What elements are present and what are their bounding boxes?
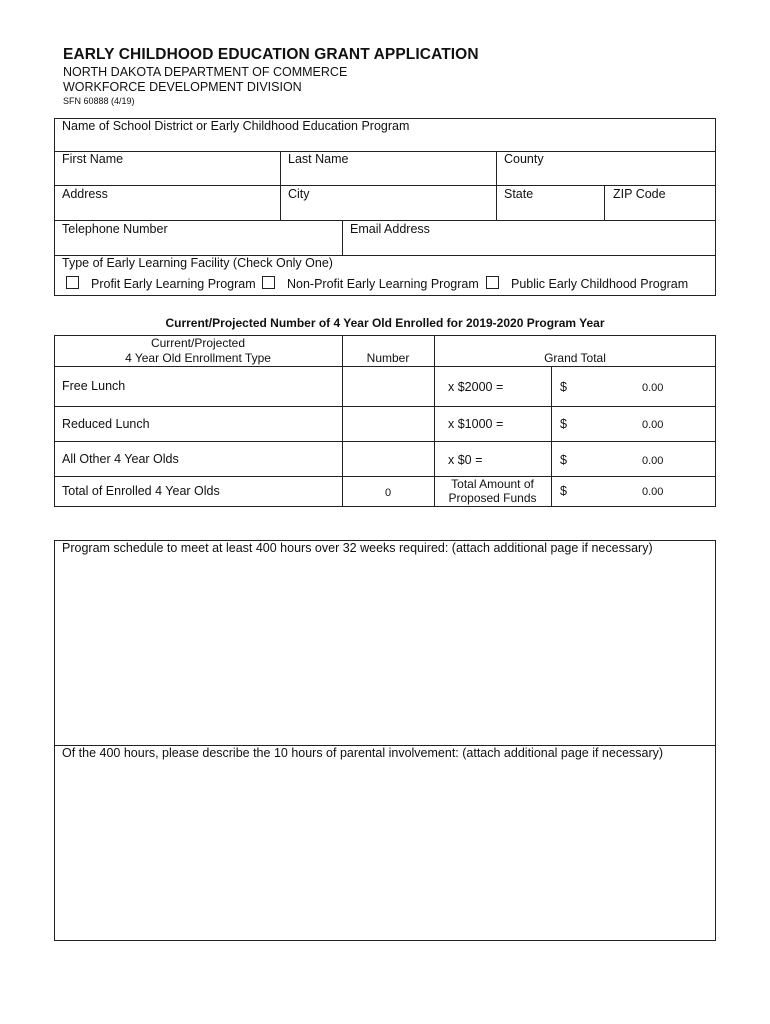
state-field[interactable]: State	[504, 187, 534, 201]
divider	[54, 366, 716, 367]
row-type-total: Total of Enrolled 4 Year Olds	[62, 484, 220, 498]
divider	[54, 441, 716, 442]
divider	[604, 185, 605, 220]
schedule-section	[54, 540, 716, 941]
county-field[interactable]: County	[504, 152, 544, 166]
row-total-total: 0.00	[642, 486, 664, 498]
row-currency-free-lunch: $	[560, 380, 567, 394]
row-total-all-other: 0.00	[642, 455, 664, 467]
public-program-label: Public Early Childhood Program	[511, 277, 689, 291]
facility-type-label: Type of Early Learning Facility (Check Only One)	[62, 256, 333, 270]
col-header-number: Number	[366, 351, 410, 365]
public-program-checkbox[interactable]	[486, 276, 499, 289]
divider	[54, 220, 716, 221]
divider	[280, 151, 281, 220]
row-total-free-lunch: 0.00	[642, 382, 664, 394]
profit-program-label: Profit Early Learning Program	[91, 277, 256, 291]
row-currency-total: $	[560, 484, 567, 498]
address-field[interactable]: Address	[62, 187, 108, 201]
form-header	[63, 45, 479, 108]
row-number-total: 0	[384, 487, 392, 499]
program-name-field[interactable]: Name of School District or Early Childhood Education Program	[62, 119, 410, 133]
row-total-reduced-lunch: 0.00	[642, 419, 664, 431]
department-name: NORTH DAKOTA DEPARTMENT OF COMMERCE	[63, 65, 348, 79]
row-currency-all-other: $	[560, 453, 567, 467]
profit-program-checkbox[interactable]	[66, 276, 79, 289]
email-field[interactable]: Email Address	[350, 222, 430, 236]
enrollment-section-title: Current/Projected Number of 4 Year Old Enrolled for 2019-2020 Program Year	[165, 316, 605, 330]
col-header-type-line2: 4 Year Old Enrollment Type	[125, 351, 271, 365]
telephone-field[interactable]: Telephone Number	[62, 222, 168, 236]
parental-involvement-field[interactable]: Of the 400 hours, please describe the 10 hours of parental involvement: (attach additional page if necessary)	[62, 746, 664, 760]
divider	[54, 151, 716, 152]
row-multiplier-reduced-lunch: x $1000 =	[448, 417, 504, 431]
row-multiplier-all-other: x $0 =	[448, 453, 483, 467]
row-currency-reduced-lunch: $	[560, 417, 567, 431]
nonprofit-program-checkbox[interactable]	[262, 276, 275, 289]
divider	[496, 151, 497, 220]
first-name-field[interactable]: First Name	[62, 152, 124, 166]
row-multiplier-free-lunch: x $2000 =	[448, 380, 504, 394]
col-header-type-line1: Current/Projected	[150, 336, 246, 350]
row-type-reduced-lunch: Reduced Lunch	[62, 417, 150, 431]
zip-code-field[interactable]: ZIP Code	[613, 187, 666, 201]
form-title: EARLY CHILDHOOD EDUCATION GRANT APPLICATION	[63, 46, 479, 63]
city-field[interactable]: City	[288, 187, 310, 201]
divider	[342, 220, 343, 255]
last-name-field[interactable]: Last Name	[288, 152, 349, 166]
nonprofit-program-label: Non-Profit Early Learning Program	[287, 277, 479, 291]
divider	[54, 406, 716, 407]
total-funds-label-line2: Proposed Funds	[448, 491, 537, 505]
col-header-grand-total: Grand Total	[544, 351, 606, 365]
program-schedule-field[interactable]: Program schedule to meet at least 400 hours over 32 weeks required: (attach additional page if necessary)	[62, 541, 653, 555]
divider	[551, 366, 552, 507]
division-name: WORKFORCE DEVELOPMENT DIVISION	[63, 80, 302, 94]
form-number: SFN 60888 (4/19)	[63, 96, 135, 106]
divider	[54, 476, 716, 477]
total-funds-label-line1: Total Amount of	[451, 477, 534, 491]
row-type-free-lunch: Free Lunch	[62, 379, 126, 393]
row-type-all-other: All Other 4 Year Olds	[62, 452, 179, 466]
divider	[54, 185, 716, 186]
